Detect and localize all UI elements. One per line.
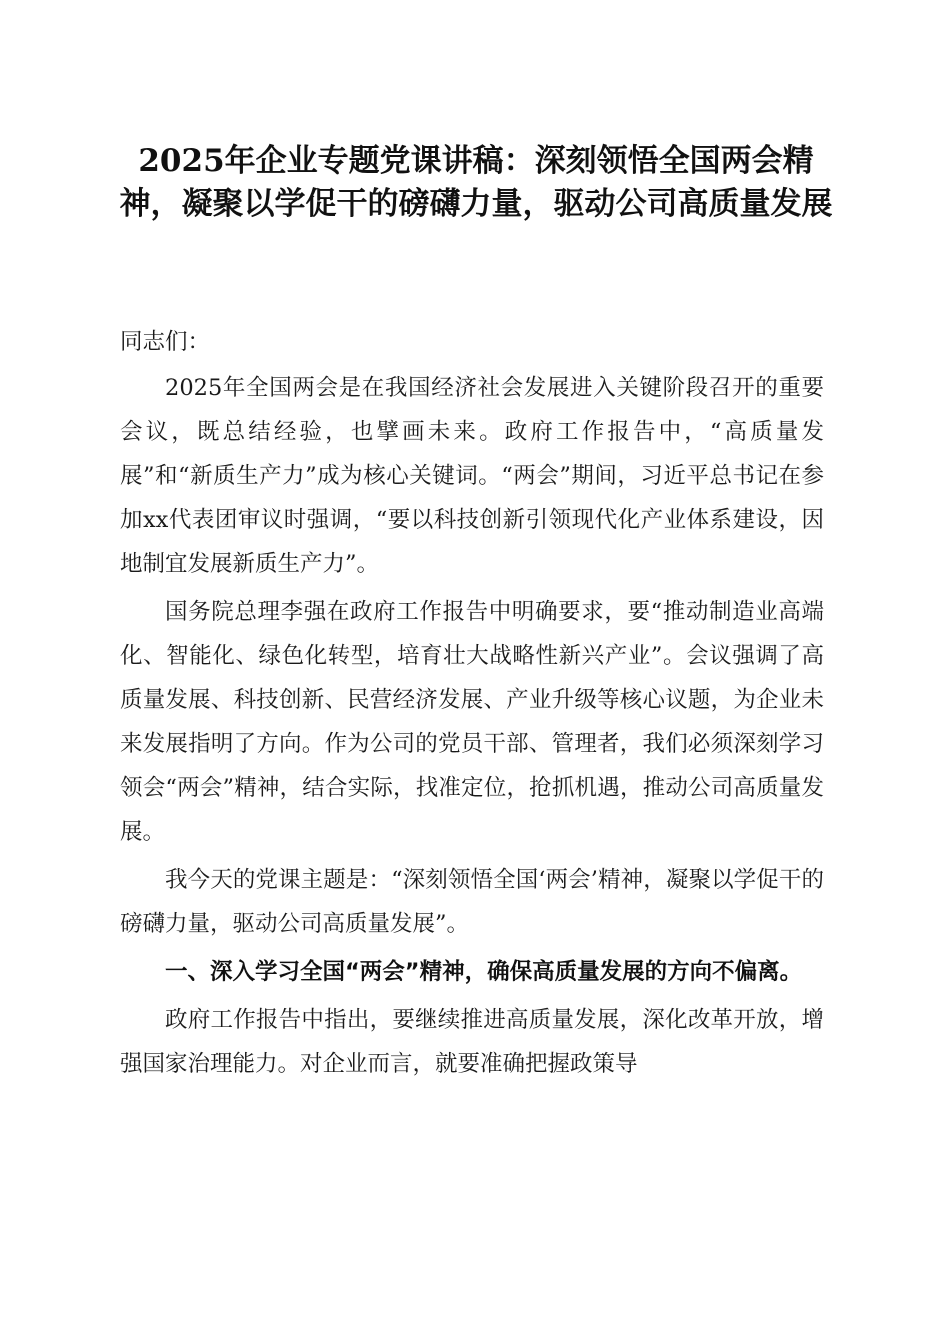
paragraph-report: 国务院总理李强在政府工作报告中明确要求，要“推动制造业高端化、智能化、绿色化转型，培育壮大战略性新兴产业”。会议强调了高质量发展、科技创新、民营经济发展、产业升级等核心议题，为企业未来发展指明了方向。作为公司的党员干部、管理者，我们必须深刻学习领会“两会”精神，结合实际，找准定位，抢抓机遇，推动公司高质量发展。 [120, 599, 824, 845]
document-title: 2025年企业专题党课讲稿：深刻领悟全国两会精神，凝聚以学促干的磅礴力量，驱动公司高质量发展 [119, 143, 833, 222]
section-heading-1: 一、深入学习全国“两会”精神，确保高质量发展的方向不偏离。 [165, 959, 803, 985]
salutation: 同志们： [120, 329, 211, 355]
paragraph-section-1: 政府工作报告中指出，要继续推进高质量发展，深化改革开放，增强国家治理能力。对企业而言，就要准确把握政策导 [120, 1007, 824, 1077]
paragraph-intro: 2025年全国两会是在我国经济社会发展进入关键阶段召开的重要会议，既总结经验，也擘画未来。政府工作报告中，“高质量发展”和“新质生产力”成为核心关键词。“两会”期间，习近平总书记在参加xx代表团审议时强调，“要以科技创新引领现代化产业体系建设，因地制宜发展新质生产力”。 [120, 375, 824, 577]
document-body [120, 320, 824, 1090]
paragraph-theme: 我今天的党课主题是：“深刻领悟全国‘两会’精神，凝聚以学促干的磅礴力量，驱动公司高质量发展”。 [120, 867, 824, 937]
